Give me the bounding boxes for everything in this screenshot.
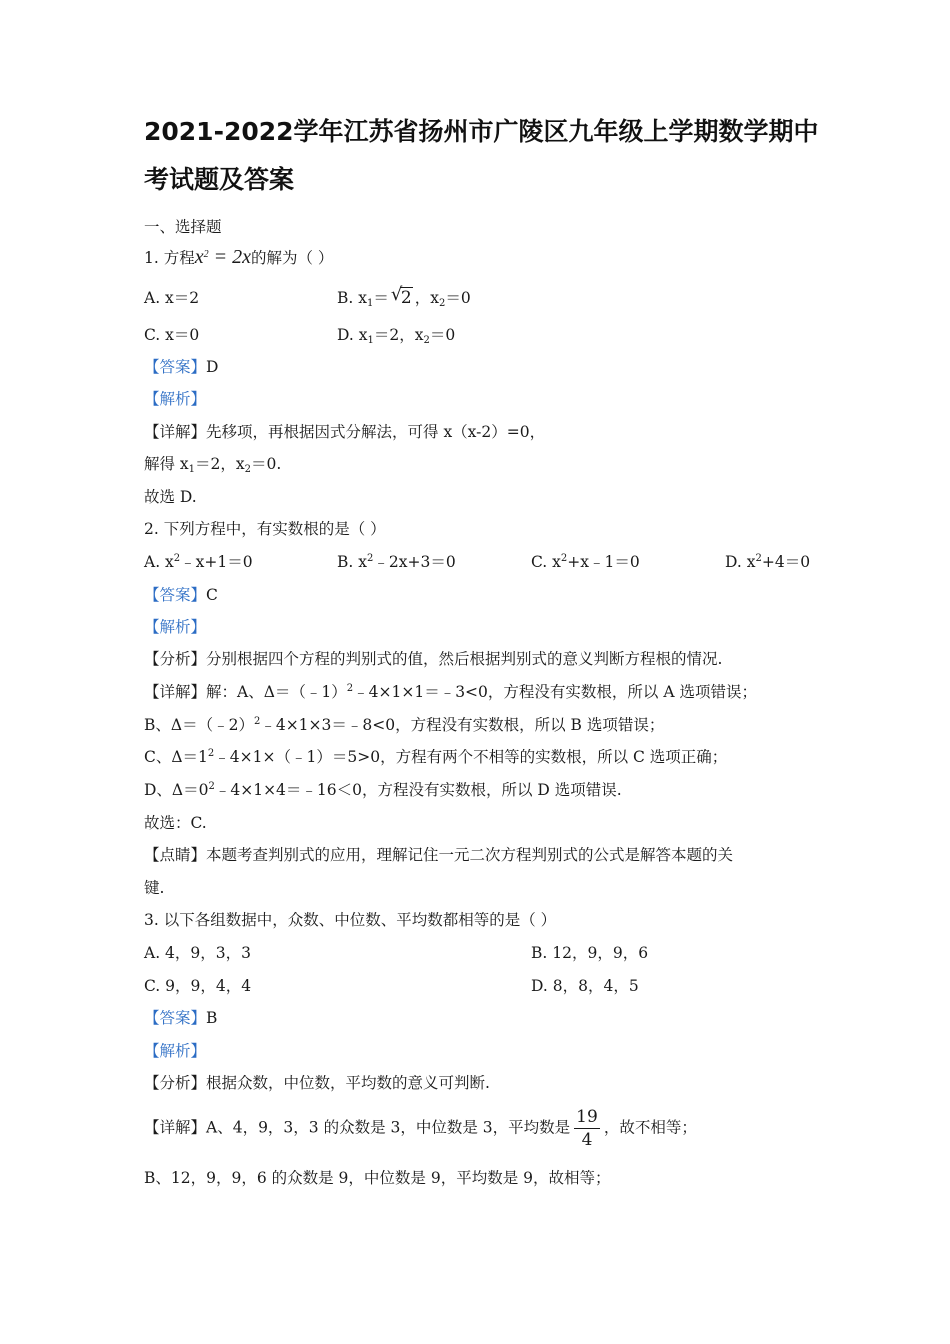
q2-dianjing-line-2: 键. [144, 879, 165, 897]
document-title-line-2: 考试题及答案 [144, 165, 295, 194]
q3-option-c: C. 9，9，4，4 [144, 977, 252, 995]
q2-stem: 2. 下列方程中，有实数根的是（ ） [144, 520, 386, 538]
q3-option-b: B. 12，9，9，6 [531, 944, 649, 962]
q2-detail-c: C、$\Delta=1^2﹣4\times 1\times(﹣1)=5>0$，方程有两个不相等的实数根，所以 C 选项正确； [144, 748, 728, 766]
q1-option-d: D. $x_1=2$，$x_2=0$ [337, 326, 456, 346]
q2-fenxi: 【分析】分别根据四个方程的判别式的值，然后根据判别式的意义判断方程根的情况. [144, 650, 723, 668]
q2-option-b: B. $x^2﹣2x+3=0$ [337, 553, 456, 571]
q1-answer: 【答案】D [144, 358, 219, 376]
q2-detail-d: D、$\Delta=0^2﹣4\times 1\times 4=﹣16<0$，方程没有实数根，所以 D 选项错误. [144, 781, 622, 799]
q3-analysis-tag: 【解析】 [144, 1042, 207, 1060]
section-heading: 一、选择题 [144, 218, 222, 236]
q1-stem: 1. 方程$x^2 = 2x$的解为（ ） [144, 246, 334, 268]
q1-option-a: A. x＝2 [144, 289, 200, 307]
q1-equation: $x^2 = 2x$ [194, 246, 251, 268]
q1-detail-line-1: 【详解】先移项，再根据因式分解法，可得 x（x-2）=0， [144, 423, 546, 441]
q3-stem: 3. 以下各组数据中，众数、中位数、平均数都相等的是（ ） [144, 911, 557, 929]
q3-answer: 【答案】B [144, 1009, 218, 1027]
document-title-line-1: 2021-2022学年江苏省扬州市广陵区九年级上学期数学期中 [144, 117, 819, 146]
q2-option-a: A. $x^2﹣x+1=0$ [144, 553, 253, 571]
q1-option-c: C. x＝0 [144, 326, 200, 344]
q1-analysis-tag: 【解析】 [144, 390, 207, 408]
fraction: $\frac{19}{4}$ [576, 1107, 598, 1150]
q3-detail-b: B、12，9，9，6 的众数是 9，中位数是 9，平均数是 9，故相等； [144, 1169, 611, 1187]
q2-detail-b: B、Δ＝（﹣2）$^2$﹣4×1×3＝﹣8<0，方程没有实数根，所以 B 选项错误； [144, 716, 665, 734]
q3-fenxi: 【分析】根据众数，中位数，平均数的意义可判断. [144, 1074, 490, 1092]
q3-option-a: A. 4，9，3，3 [144, 944, 251, 962]
q2-conclusion: 故选：C. [144, 814, 207, 832]
q2-option-c: C. $x^2+x﹣1=0$ [531, 553, 640, 571]
q1-detail-line-2: 解得 $x_1=2$，$x_2=0$. [144, 455, 282, 475]
q2-option-d: D. $x^2+4=0$ [725, 553, 811, 571]
sqrt-symbol: √ 2 [390, 284, 412, 308]
q3-detail-a: 【详解】A、4，9，3，3 的众数是 3，中位数是 3，平均数是 $\frac{19}{4}$ ，故不相等； [144, 1107, 697, 1150]
q2-dianjing-line-1: 【点睛】本题考查判别式的应用，理解记住一元二次方程判别式的公式是解答本题的关 [144, 846, 734, 864]
q2-detail-a: 【详解】解：A、Δ＝（﹣1）$^2$﹣4×1×1＝﹣3<0，方程没有实数根，所以 A 选项错误； [144, 683, 757, 701]
q1-option-b: B. $x_1=$ √ 2 ，$x_2=0$ [337, 284, 471, 309]
q3-option-d: D. 8，8，4，5 [531, 977, 639, 995]
q2-answer: 【答案】C [144, 586, 218, 604]
q1-conclusion: 故选 D. [144, 488, 197, 506]
q2-analysis-tag: 【解析】 [144, 618, 207, 636]
